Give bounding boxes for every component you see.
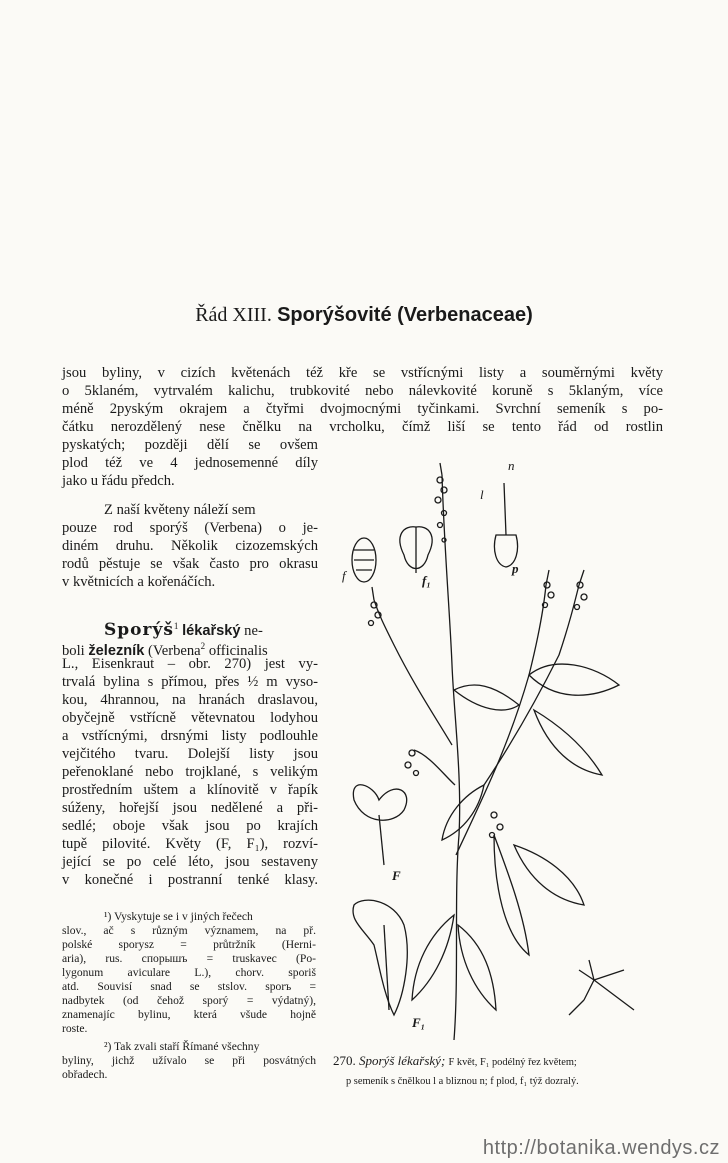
species-line-5: kou, 4hrannou, na hranách draslavou, <box>62 692 318 708</box>
fn2-line-3: obřadech. <box>62 1068 108 1081</box>
figure-species-name: Sporýš lékařský; <box>359 1053 446 1068</box>
family-name: Sporýšovité (Verbenaceae) <box>277 304 533 326</box>
label-F: F <box>392 868 401 883</box>
label-l: l <box>480 487 484 502</box>
figure-caption-line-1 <box>333 1052 577 1072</box>
leaf-1 <box>529 664 619 695</box>
intro-line-2: o 5klaném, vytrvalém kalichu, trubkovité nebo nálevkovité koruně s 5klaným, více <box>62 383 663 399</box>
right-branch <box>456 585 546 855</box>
flower-section-F1 <box>353 900 407 1015</box>
species-epithet: lékařský <box>182 622 241 639</box>
para2-line-2: pouze rod sporýš (Verbena) o je- <box>62 520 318 536</box>
leaf-3 <box>534 710 602 775</box>
species-line-10: prostředním uštem a klínovitě v řapík <box>62 782 318 798</box>
species-line1-rest: ne- <box>244 622 263 639</box>
species-line2-mid: (Verbena <box>147 642 201 659</box>
para2-line-4: rodů pěstuje se však často pro okrasu <box>62 556 318 572</box>
species-line-8: vejčitého tvaru. Dolejší listy jsou <box>62 746 318 762</box>
label-F1: F₁ <box>412 1015 426 1030</box>
species-alt-name: železník <box>88 642 145 659</box>
leaf-4 <box>442 785 484 840</box>
fn1-line-7: nadbytek (od čehož sporý = výdatný), <box>62 994 316 1007</box>
species-line-4: trvalá bylina s přímou, přes ½ m vyso- <box>62 674 318 690</box>
intro-line-7: jako u řádu předch. <box>62 473 175 489</box>
main-stem <box>442 475 460 1040</box>
figure-number: 270. <box>333 1053 356 1068</box>
chapter-title <box>0 302 728 327</box>
footnote-ref-1: 1 <box>173 621 179 631</box>
order-number: Řád XIII. <box>195 304 272 326</box>
flower-F <box>353 785 406 820</box>
fn2-line-1: ²) Tak zvali staří Římané všechny <box>104 1040 260 1053</box>
intro-line-5: pyskatých; později dělí se ovšem <box>62 437 318 453</box>
botanical-plate <box>334 455 664 1045</box>
intro-line-4: čátku nerozdělený nese čnělku na vrcholku, čímž liší se tento řád od rostlin <box>62 419 663 435</box>
label-p: p <box>512 561 519 576</box>
pistil-p <box>494 483 517 567</box>
species-line-11: súženy, hořejší jsou nedělené a při- <box>62 800 318 816</box>
fn1-line-1: ¹) Vyskytuje se i v jiných řečech <box>104 910 253 923</box>
species-line-9: peřenoklané nebo trojklané, s velikým <box>62 764 318 780</box>
leaf-8 <box>458 925 496 1010</box>
fn1-line-8: znamenajíc bylinu, která všude hojně <box>62 1008 316 1021</box>
para2-line-3: diném druhu. Několik cizozemských <box>62 538 318 554</box>
fn1-line-2: slov., ač s různým významem, na př. <box>62 924 316 937</box>
watermark-url: http://botanika.wendys.cz <box>482 1137 720 1159</box>
leaf-2 <box>454 685 519 710</box>
para2-line-5: v květnicích a kořenáčích. <box>62 574 216 590</box>
leaf-7 <box>412 915 454 1000</box>
species-line-13: tupě pilovité. Květy (F, F₁), rozví- <box>62 836 318 852</box>
intro-line-6: plod též ve 4 jednosemenné díly <box>62 455 318 471</box>
species-genus: Sporýš <box>104 619 174 640</box>
species-line-12: sedlé; oboje však jsou po krajích <box>62 818 318 834</box>
verbena-illustration <box>334 455 664 1045</box>
para2-line-1: Z naší květeny náleží sem <box>104 502 256 518</box>
species-line-6: obyčejně vstřícně větevnatou lodyhou <box>62 710 318 726</box>
label-f: f <box>342 568 346 583</box>
figure-caption-rest: F květ, F₁ podélný řez květem; <box>448 1057 577 1068</box>
footnote-ref-2: 2 <box>200 641 206 651</box>
label-n: n <box>508 458 515 473</box>
species-line-14: jející se po celé léto, jsou sestaveny <box>62 854 318 870</box>
fn1-line-4: aria), rus. спорышъ = truskavec (Po- <box>62 952 316 965</box>
fn1-line-5: lygonum aviculare L.), chorv. sporiš <box>62 966 316 979</box>
fn1-line-3: polské sporysz = průtržník (Herni- <box>62 938 316 951</box>
fn2-line-2: byliny, jichž užívalo se při posvátných <box>62 1054 316 1067</box>
label-f1: f₁ <box>422 573 431 588</box>
species-line-15: v konečné i postranní tenké klasy. <box>62 872 318 888</box>
species-line-7: a vstřícnými, drsnými listy podlouhle <box>62 728 318 744</box>
intro-line-3: méně 2pyským okrajem a čtyřmi dvojmocnými tyčinkami. Svrchní semeník s po- <box>62 401 663 417</box>
species-line2-end: officinalis <box>208 642 268 659</box>
figure-caption-line-2: p semeník s čnělkou l a bliznou n; f plod, f₁ týž dozralý. <box>346 1076 579 1087</box>
leaf-6 <box>514 845 584 905</box>
species-line-3: L., Eisenkraut – obr. 270) jest vy- <box>62 656 318 672</box>
species-line2-pre: boli <box>62 642 85 659</box>
fn1-line-9: roste. <box>62 1022 88 1035</box>
intro-line-1: jsou byliny, v cizích květenách též kře se vstřícnými listy a souměrnými květy <box>62 365 663 381</box>
leaf-5 <box>494 835 529 955</box>
fn1-line-6: atd. Souvisí snad se stslov. sporъ = <box>62 980 316 993</box>
